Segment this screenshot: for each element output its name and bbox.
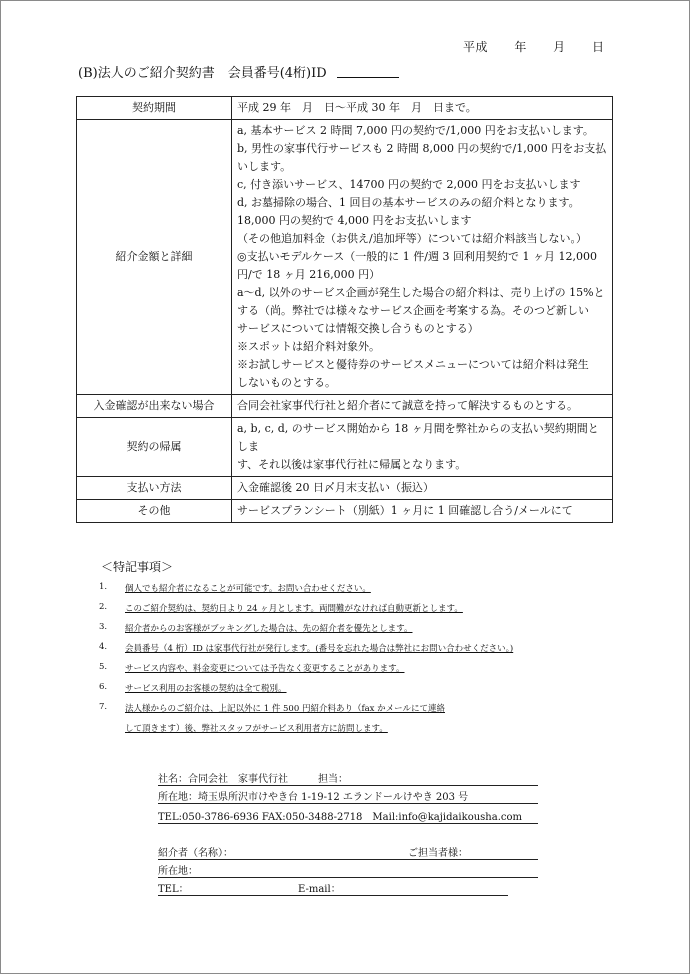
company-name: 社名：合同会社 家事代行社 担当： (158, 770, 538, 786)
note-number: 4. (99, 642, 108, 652)
value-line: d, お墓掃除の場合、1 回目の基本サービスのみの紹介料となります。 (237, 196, 580, 209)
document-date: 平成 年 月 日 (463, 40, 605, 54)
company-contact-line (158, 808, 538, 824)
list-item (99, 720, 529, 738)
table-row (77, 500, 613, 523)
value-line: b, 男性の家事代行サービスも 2 時間 8,000 円の契約で/1,000 円をお支払 (237, 142, 607, 155)
list-item (99, 600, 529, 620)
list-item (99, 580, 529, 600)
value-line: a, b, c, d, のサービス開始から 18 ヶ月間を弊社からの支払い契約期間としま (237, 422, 599, 453)
row-label: 入金確認が出来ない場合 (77, 395, 232, 418)
title-text: (B)法人のご紹介契約書 会員番号(4桁)ID (78, 66, 327, 81)
introducer-tel-label: TEL： (158, 880, 298, 896)
value-line: する（尚。弊社では様々なサービス企画を考案する為。そのつど新しい (237, 304, 589, 317)
company-name-line (158, 770, 538, 786)
notes-heading: ＜特記事項＞ (101, 560, 174, 574)
note-text: サービス内容や、料金変更については予告なく変更することがあります。 (125, 664, 405, 674)
value-line: ◎支払いモデルケース（一般的に 1 件/週 3 回利用契約で 1 ヶ月 12,000 (237, 250, 597, 263)
value-line: しないものとする。 (237, 376, 336, 389)
row-label: その他 (77, 500, 232, 523)
note-number: 2. (99, 602, 108, 612)
row-value (232, 418, 613, 477)
value-line: 入金確認後 20 日〆月末支払い（振込） (237, 481, 434, 494)
table-row (77, 418, 613, 477)
note-text: サービス利用のお客様の契約は全て税別。 (125, 684, 287, 694)
document-title (78, 62, 399, 81)
row-value (232, 477, 613, 500)
value-line: サービスについては情報交換し合うものとする） (237, 322, 479, 335)
note-text: して頂きます）後、弊社スタッフがサービス利用者方に訪問します。 (125, 724, 388, 734)
introducer-person-label: ご担当者様： (408, 844, 538, 860)
table-row (77, 477, 613, 500)
notes-list (99, 580, 529, 738)
table-row (77, 120, 613, 395)
note-text: 法人様からのご紹介は、上記以外に 1 件 500 円紹介料あり（fax かメールにて連絡 (125, 704, 445, 714)
value-line: a, 基本サービス 2 時間 7,000 円の契約で/1,000 円をお支払いします。 (237, 124, 594, 137)
list-item (99, 620, 529, 640)
note-number: 5. (99, 662, 108, 672)
member-id-blank (337, 65, 399, 78)
introducer-name-line (158, 844, 538, 860)
row-value (232, 97, 613, 120)
value-line: a～d, 以外のサービス企画が発生した場合の紹介料は、売り上げの 15%と (237, 286, 605, 299)
table-row (77, 97, 613, 120)
value-line: 平成 29 年 月 日～平成 30 年 月 日まで。 (237, 101, 477, 114)
company-contact: TEL:050-3786-6936 FAX:050-3488-2718 Mail:info@kajidaikousha.com (158, 808, 538, 824)
note-text: このご紹介契約は、契約日より 24 ヶ月とします。両間難がなければ自動更新とします。 (125, 604, 463, 614)
company-address: 所在地：埼玉県所沢市けやき台 1-19-12 エランドールけやき 203 号 (158, 788, 538, 804)
introducer-tel-line (158, 880, 508, 896)
introducer-address-line (158, 862, 538, 878)
table-row (77, 395, 613, 418)
value-line: （その他追加料金（お供え/追加坪等）については紹介料該当しない。） (237, 232, 587, 245)
introducer-name-label: 紹介者（名称）： (158, 844, 408, 860)
row-label: 紹介金額と詳細 (77, 120, 232, 395)
row-value (232, 500, 613, 523)
row-label: 契約の帰属 (77, 418, 232, 477)
contract-table (76, 96, 613, 523)
row-value (232, 395, 613, 418)
note-text: 会員番号（4 桁）ID は家事代行社が発行します。(番号を忘れた場合は弊社にお問い合わせください。) (125, 644, 514, 654)
value-line: ※スポットは紹介料対象外。 (237, 340, 380, 353)
value-line: す、それ以後は家事代行社に帰属となります。 (237, 458, 467, 471)
introducer-email-label: E-mail： (298, 880, 508, 896)
row-label: 契約期間 (77, 97, 232, 120)
list-item (99, 680, 529, 700)
note-number: 6. (99, 682, 108, 692)
value-line: いします。 (237, 160, 292, 173)
list-item (99, 660, 529, 680)
row-label: 支払い方法 (77, 477, 232, 500)
list-item (99, 640, 529, 660)
note-text: 個人でも紹介者になることが可能です。お問い合わせください。 (125, 584, 371, 594)
list-item (99, 700, 529, 720)
introducer-address-label: 所在地： (158, 862, 538, 878)
note-number: 7. (99, 702, 108, 712)
company-address-line (158, 788, 538, 804)
value-line: ※お試しサービスと優待券のサービスメニューについては紹介料は発生 (237, 358, 589, 371)
value-line: 円/で 18 ヶ月 216,000 円） (237, 268, 381, 281)
row-value (232, 120, 613, 395)
note-text: 紹介者からのお客様がブッキングした場合は、先の紹介者を優先とします。 (125, 624, 413, 634)
value-line: 合同会社家事代行社と紹介者にて誠意を持って解決するものとする。 (237, 399, 578, 412)
note-number: 1. (99, 582, 108, 592)
value-line: c, 付き添いサービス、14700 円の契約で 2,000 円をお支払いします (237, 178, 581, 191)
value-line: 18,000 円の契約で 4,000 円をお支払いします (237, 214, 472, 227)
value-line: サービスプランシート（別紙）1 ヶ月に 1 回確認し合う/メールにて (237, 504, 573, 517)
note-number: 3. (99, 622, 108, 632)
